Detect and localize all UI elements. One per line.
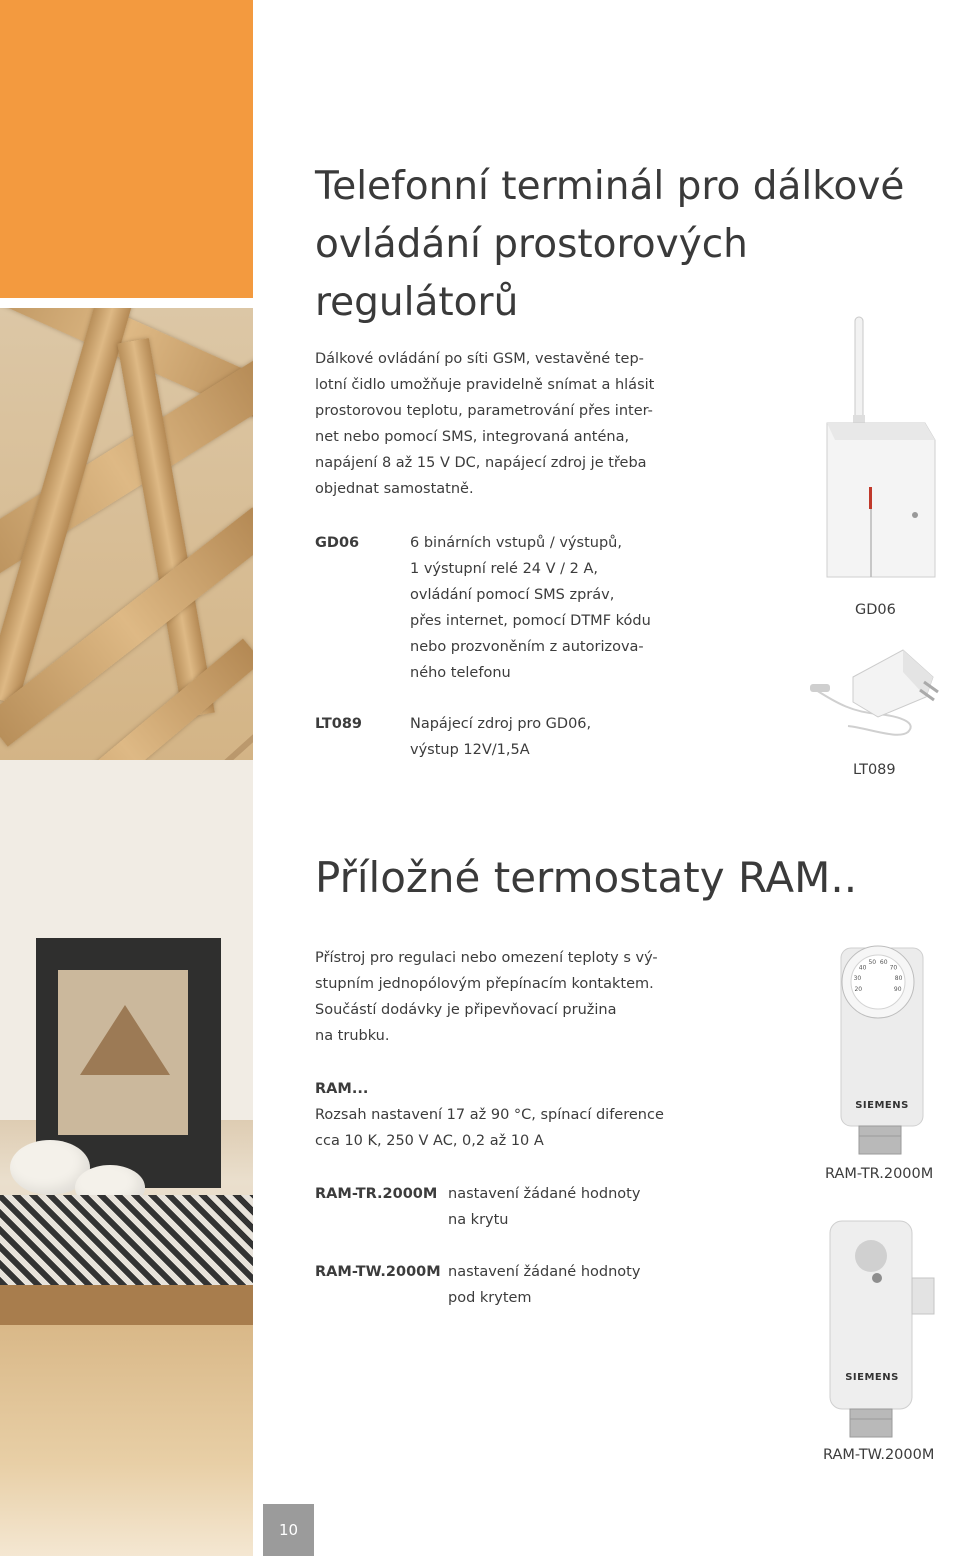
- dial-mark-label: 50: [868, 958, 877, 966]
- brand-logo-siemens: SIEMENS: [845, 1372, 899, 1383]
- product-code-lt089: LT089: [315, 716, 362, 732]
- page-title-line: Telefonní terminál pro dálkové: [315, 164, 905, 209]
- intro-line: objednat samostatně.: [315, 481, 474, 497]
- product-desc-lt089: [410, 711, 670, 763]
- page-title-line: ovládání prostorových regulátorů: [315, 222, 748, 325]
- dial-mark-label: 70: [889, 964, 898, 972]
- ram-range-line: Rozsah nastavení 17 až 90 °C, spínací diference: [315, 1107, 664, 1123]
- dial-mark-label: 90: [893, 986, 902, 994]
- gd06-terminal-image: [815, 315, 940, 585]
- ram-tr-thermostat-image: [833, 940, 933, 1160]
- dial-mark-label: 40: [858, 964, 867, 972]
- product-desc-gd06: [410, 530, 670, 686]
- section-title-ram: Příložné termostaty RAM..: [315, 853, 858, 902]
- dial-mark-label: 30: [853, 974, 862, 982]
- desc-line: ného telefonu: [410, 665, 511, 681]
- dial-mark-label: 60: [879, 958, 888, 966]
- desc-line: výstup 12V/1,5A: [410, 742, 530, 758]
- dial-mark-label: 20: [854, 986, 863, 994]
- desc-line: 6 binárních vstupů / výstupů,: [410, 535, 622, 551]
- desc-line: 1 výstupní relé 24 V / 2 A,: [410, 561, 599, 577]
- variant-desc-ram-tr: [448, 1181, 668, 1233]
- intro-line: prostorovou teplotu, parametrování přes inter-: [315, 403, 653, 419]
- ram-tw-thermostat-image: [825, 1216, 940, 1441]
- ram-range-text: [315, 1102, 675, 1154]
- orange-accent-block: [0, 0, 253, 298]
- caption-gd06: GD06: [855, 602, 896, 618]
- variant-line: na krytu: [448, 1212, 509, 1228]
- page-title: [315, 158, 955, 332]
- intro-line: napájení 8 až 15 V DC, napájecí zdroj je třeba: [315, 455, 647, 471]
- desc-line: Napájecí zdroj pro GD06,: [410, 716, 592, 732]
- checkered-bed: [0, 1195, 253, 1285]
- dial-mark-label: 80: [894, 974, 903, 982]
- ram-intro-paragraph: [315, 945, 660, 1049]
- wooden-floor: [0, 1325, 253, 1556]
- intro-line: Dálkové ovládání po síti GSM, vestavěné tep-: [315, 351, 644, 367]
- caption-ram-tr: RAM-TR.2000M: [825, 1166, 934, 1182]
- ram-intro-line: stupním jednopólovým přepínacím kontaktem.: [315, 976, 654, 992]
- intro-line: net nebo pomocí SMS, integrovaná anténa,: [315, 429, 630, 445]
- bed-frame: [0, 1285, 253, 1325]
- caption-ram-tw: RAM-TW.2000M: [823, 1447, 935, 1463]
- page-number: 10: [278, 1521, 299, 1539]
- variant-code-ram-tr: RAM-TR.2000M: [315, 1186, 438, 1202]
- ram-intro-line: Součástí dodávky je připevňovací pružina: [315, 1002, 617, 1018]
- brand-logo-siemens: SIEMENS: [855, 1100, 909, 1111]
- variant-line: pod krytem: [448, 1290, 532, 1306]
- pyramid-artwork: [80, 1005, 170, 1075]
- lt089-power-supply-image: [808, 642, 943, 742]
- intro-line: lotní čidlo umožňuje pravidelně snímat a hlásit: [315, 377, 655, 393]
- ram-intro-line: Přístroj pro regulaci nebo omezení teploty s vý-: [315, 950, 658, 966]
- product-code-gd06: GD06: [315, 535, 360, 551]
- ram-range-line: cca 10 K, 250 V AC, 0,2 až 10 A: [315, 1133, 544, 1149]
- intro-paragraph: [315, 346, 660, 502]
- ram-series-label: RAM...: [315, 1081, 369, 1097]
- variant-desc-ram-tw: [448, 1259, 668, 1311]
- ram-intro-line: na trubku.: [315, 1028, 390, 1044]
- desc-line: ovládání pomocí SMS zpráv,: [410, 587, 615, 603]
- desc-line: přes internet, pomocí DTMF kódu: [410, 613, 651, 629]
- caption-lt089: LT089: [853, 762, 896, 778]
- desc-line: nebo prozvoněním z autorizova-: [410, 639, 644, 655]
- variant-line: nastavení žádané hodnoty: [448, 1264, 641, 1280]
- variant-line: nastavení žádané hodnoty: [448, 1186, 641, 1202]
- variant-code-ram-tw: RAM-TW.2000M: [315, 1264, 441, 1280]
